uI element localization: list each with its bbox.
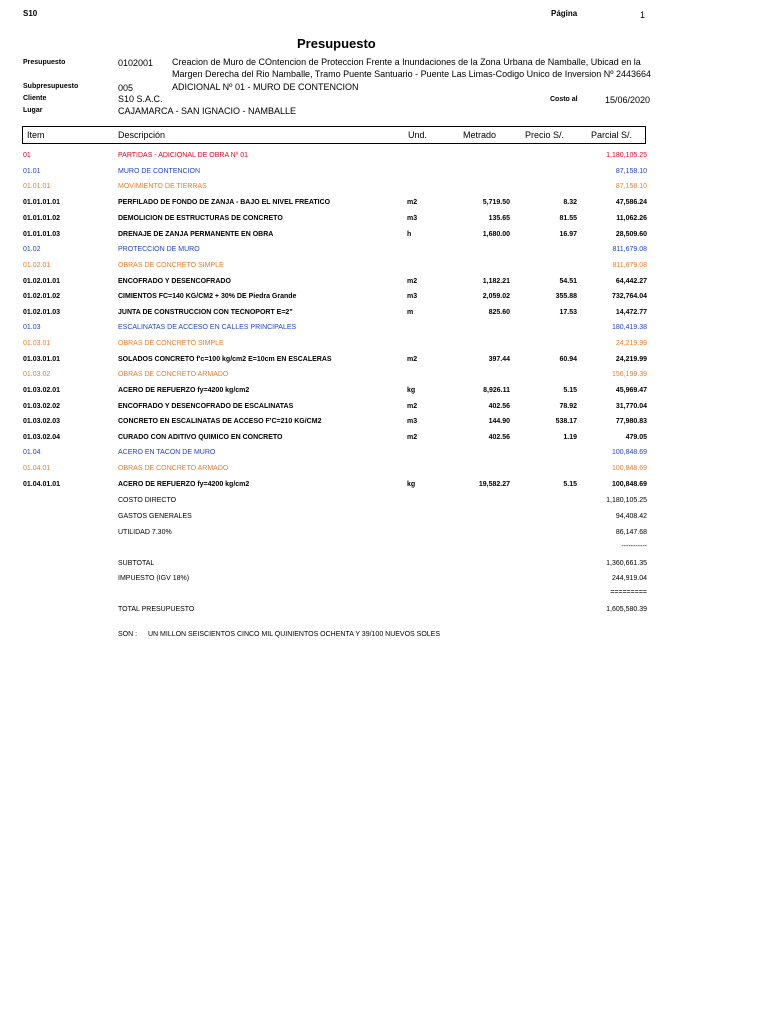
- row-description: ENCOFRADO Y DESENCOFRADO: [118, 278, 231, 285]
- col-metrado: Metrado: [463, 130, 497, 140]
- table-row: [0, 183, 768, 195]
- table-row: [0, 403, 768, 415]
- row-parcial: 100,848.69: [611, 481, 647, 488]
- row-unit: m2: [407, 434, 418, 441]
- presupuesto-code: 0102001: [118, 58, 154, 68]
- row-parcial: 87,158.10: [615, 168, 647, 175]
- row-parcial: 100,848.69: [611, 465, 647, 472]
- page-title: Presupuesto: [297, 36, 376, 51]
- row-metrado: 402.56: [488, 434, 510, 441]
- utilidad-value: 86,147.68: [615, 529, 647, 536]
- row-precio: 5.15: [563, 481, 577, 488]
- row-unit: m2: [407, 356, 418, 363]
- row-item: 01.03.02.04: [23, 434, 60, 441]
- row-metrado: 402.56: [488, 403, 510, 410]
- row-parcial: 479.05: [625, 434, 647, 441]
- table-header: [22, 126, 646, 144]
- row-description: JUNTA DE CONSTRUCCION CON TECNOPORT E=2": [118, 309, 293, 316]
- row-description: OBRAS DE CONCRETO SIMPLE: [118, 340, 224, 347]
- row-description: CIMIENTOS FC=140 KG/CM2 + 30% DE Piedra Grande: [118, 293, 297, 300]
- subtotal-label: SUBTOTAL: [118, 560, 155, 567]
- row-parcial: 732,764.04: [611, 293, 647, 300]
- row-item: 01.04.01.01: [23, 481, 60, 488]
- row-item: 01.03.01.01: [23, 356, 60, 363]
- row-precio: 60.94: [559, 356, 577, 363]
- table-row: [0, 309, 768, 321]
- row-parcial: 28,509.60: [615, 231, 647, 238]
- row-item: 01.02.01.03: [23, 309, 60, 316]
- col-parcial: Parcial S/.: [591, 130, 633, 140]
- row-parcial: 11,062.26: [616, 215, 647, 222]
- row-precio: 1.19: [563, 434, 577, 441]
- row-precio: 538.17: [555, 418, 577, 425]
- row-description: ACERO DE REFUERZO fy=4200 kg/cm2: [118, 481, 250, 488]
- row-item: 01: [23, 152, 31, 159]
- row-parcial: 45,969.47: [615, 387, 647, 394]
- row-item: 01.01.01.02: [23, 215, 60, 222]
- row-unit: m: [407, 309, 414, 316]
- row-description: MOVIMIENTO DE TIERRAS: [118, 183, 207, 190]
- row-metrado: 1,182.21: [482, 278, 510, 285]
- presupuesto-description: Creacion de Muro de COntencion de Proteccion Frente a Inundaciones de la Zona Urbana de Namballe, Ubicad en la Margen Derecha del Rio Namballe, Tramo Puente Santuario - Puente Las Limas-Codigo Unico de Inversion Nº 2443664: [172, 57, 652, 79]
- row-description: PROTECCION DE MURO: [118, 246, 200, 253]
- row-parcial: 47,586.24: [615, 199, 647, 206]
- row-parcial: 1,180,105.25: [606, 152, 647, 159]
- row-metrado: 2,059.02: [482, 293, 510, 300]
- row-item: 01.04.01: [23, 465, 51, 472]
- table-row: [0, 371, 768, 383]
- col-precio: Precio S/.: [525, 130, 565, 140]
- row-parcial: 811,679.08: [612, 262, 647, 269]
- costo-directo-label: COSTO DIRECTO: [118, 497, 177, 504]
- row-description: CONCRETO EN ESCALINATAS DE ACCESO F'C=210 KG/CM2: [118, 418, 322, 425]
- row-precio: 78.92: [559, 403, 577, 410]
- table-row: [0, 465, 768, 477]
- row-item: 01.02.01.02: [23, 293, 60, 300]
- table-row: [0, 434, 768, 446]
- row-parcial: 24,219.99: [615, 340, 647, 347]
- presupuesto-label: Presupuesto: [23, 59, 66, 66]
- lugar-value: CAJAMARCA - SAN IGNACIO - NAMBALLE: [118, 106, 297, 116]
- row-item: 01.01.01.03: [23, 231, 60, 238]
- row-unit: m3: [407, 215, 418, 222]
- costo-date: 15/06/2020: [605, 95, 651, 105]
- row-item: 01.01.01: [23, 183, 51, 190]
- row-parcial: 24,219.99: [615, 356, 647, 363]
- row-precio: 355.88: [555, 293, 577, 300]
- table-row: [0, 449, 768, 461]
- page-number: 1: [640, 10, 646, 20]
- utilidad-label: UTILIDAD 7.30%: [118, 529, 172, 536]
- row-item: 01.03.01: [23, 340, 51, 347]
- table-row: [0, 356, 768, 368]
- table-row: [0, 340, 768, 352]
- row-unit: m2: [407, 278, 418, 285]
- table-row: [0, 246, 768, 258]
- gastos-value: 94,408.42: [615, 513, 647, 520]
- row-description: ACERO EN TACON DE MURO: [118, 449, 216, 456]
- row-parcial: 811,679.08: [612, 246, 647, 253]
- table-row: [0, 231, 768, 243]
- row-description: DRENAJE DE ZANJA PERMANENTE EN OBRA: [118, 231, 274, 238]
- row-description: CURADO CON ADITIVO QUIMICO EN CONCRETO: [118, 434, 283, 441]
- row-parcial: 100,848.69: [611, 449, 647, 456]
- row-item: 01.04: [23, 449, 41, 456]
- row-parcial: 156,199.39: [611, 371, 647, 378]
- separator-line-2: =========: [610, 589, 647, 596]
- row-item: 01.02.01.01: [23, 278, 60, 285]
- row-precio: 8.32: [563, 199, 577, 206]
- table-row: [0, 152, 768, 164]
- row-parcial: 31,770.04: [615, 403, 647, 410]
- row-precio: 17.53: [559, 309, 577, 316]
- row-precio: 54.51: [559, 278, 577, 285]
- row-description: OBRAS DE CONCRETO SIMPLE: [118, 262, 224, 269]
- impuesto-value: 244,919.04: [611, 575, 647, 582]
- row-item: 01.03.02: [23, 371, 51, 378]
- row-metrado: 135.65: [488, 215, 510, 222]
- row-unit: kg: [407, 387, 416, 394]
- row-metrado: 1,680.00: [482, 231, 510, 238]
- son-text: UN MILLON SEISCIENTOS CINCO MIL QUINIENTOS OCHENTA Y 39/100 NUEVOS SOLES: [148, 631, 441, 638]
- subpresupuesto-code: 005: [118, 83, 134, 93]
- row-description: ENCOFRADO Y DESENCOFRADO DE ESCALINATAS: [118, 403, 294, 410]
- page-label: Página: [551, 9, 578, 18]
- table-row: [0, 168, 768, 180]
- row-metrado: 144.90: [488, 418, 510, 425]
- table-row: [0, 199, 768, 211]
- row-metrado: 825.60: [488, 309, 510, 316]
- row-metrado: 8,926.11: [483, 387, 510, 394]
- row-unit: m2: [407, 199, 418, 206]
- row-precio: 16.97: [559, 231, 577, 238]
- row-description: OBRAS DE CONCRETO ARMADO: [118, 465, 229, 472]
- subpresupuesto-description: ADICIONAL Nº 01 - MURO DE CONTENCION: [172, 82, 359, 92]
- row-description: DEMOLICION DE ESTRUCTURAS DE CONCRETO: [118, 215, 283, 222]
- row-item: 01.02: [23, 246, 41, 253]
- lugar-label: Lugar: [23, 107, 43, 114]
- row-parcial: 87,158.10: [615, 183, 647, 190]
- total-label: TOTAL PRESUPUESTO: [118, 606, 195, 613]
- subtotal-value: 1,360,661.35: [606, 560, 647, 567]
- cliente-label: Cliente: [23, 95, 47, 102]
- row-description: ESCALINATAS DE ACCESO EN CALLES PRINCIPALES: [118, 324, 297, 331]
- row-unit: h: [407, 231, 412, 238]
- table-row: [0, 293, 768, 305]
- table-row: [0, 278, 768, 290]
- row-item: 01.03.02.03: [23, 418, 60, 425]
- separator-line-1: -----------: [621, 543, 647, 550]
- row-item: 01.01: [23, 168, 41, 175]
- col-descripcion: Descripción: [118, 130, 166, 140]
- row-description: PERFILADO DE FONDO DE ZANJA - BAJO EL NIVEL FREATICO: [118, 199, 331, 206]
- row-unit: kg: [407, 481, 416, 488]
- son-label: SON :: [118, 631, 138, 638]
- row-precio: 81.55: [559, 215, 577, 222]
- row-item: 01.03.02.01: [23, 387, 60, 394]
- row-parcial: 77,980.83: [615, 418, 647, 425]
- costo-directo-value: 1,180,105.25: [606, 497, 647, 504]
- table-row: [0, 215, 768, 227]
- row-precio: 5.15: [563, 387, 577, 394]
- row-parcial: 64,442.27: [615, 278, 647, 285]
- impuesto-label: IMPUESTO (IGV 18%): [118, 575, 190, 582]
- subpresupuesto-label: Subpresupuesto: [23, 83, 79, 90]
- row-parcial: 180,419.38: [611, 324, 647, 331]
- row-item: 01.02.01: [23, 262, 51, 269]
- table-row: [0, 418, 768, 430]
- col-item: Item: [27, 130, 45, 140]
- cliente-value: S10 S.A.C.: [118, 94, 163, 104]
- row-item: 01.03.02.02: [23, 403, 60, 410]
- row-unit: m3: [407, 293, 418, 300]
- table-row: [0, 324, 768, 336]
- row-metrado: 19,582.27: [478, 481, 510, 488]
- table-row: [0, 262, 768, 274]
- gastos-label: GASTOS GENERALES: [118, 513, 192, 520]
- row-unit: m3: [407, 418, 418, 425]
- row-description: PARTIDAS - ADICIONAL DE OBRA Nº 01: [118, 152, 249, 159]
- row-unit: m2: [407, 403, 418, 410]
- row-description: ACERO DE REFUERZO fy=4200 kg/cm2: [118, 387, 250, 394]
- row-description: MURO DE CONTENCION: [118, 168, 201, 175]
- table-row: [0, 481, 768, 493]
- row-description: SOLADOS CONCRETO f'c=100 kg/cm2 E=10cm EN ESCALERAS: [118, 356, 332, 363]
- costo-label: Costo al: [550, 96, 578, 103]
- system-code: S10: [23, 9, 38, 18]
- table-row: [0, 387, 768, 399]
- row-description: OBRAS DE CONCRETO ARMADO: [118, 371, 229, 378]
- col-und: Und.: [408, 130, 428, 140]
- row-parcial: 14,472.77: [615, 309, 647, 316]
- total-value: 1,605,580.39: [606, 606, 647, 613]
- row-metrado: 397.44: [488, 356, 510, 363]
- row-item: 01.01.01.01: [23, 199, 60, 206]
- row-item: 01.03: [23, 324, 41, 331]
- row-metrado: 5,719.50: [482, 199, 510, 206]
